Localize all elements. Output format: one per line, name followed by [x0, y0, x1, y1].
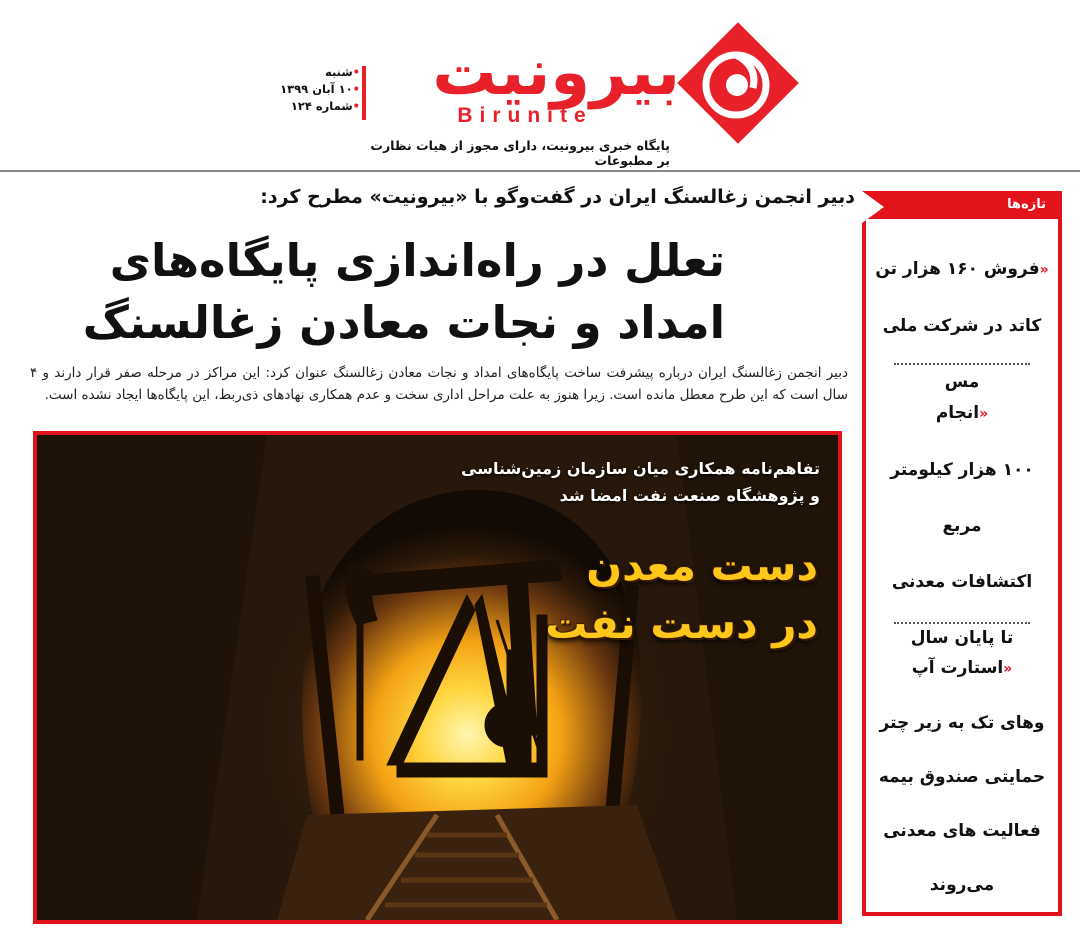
masthead-tagline: پایگاه خبری بیرونیت، دارای مجوز از هیات نظارت بر مطبوعات: [370, 138, 670, 168]
article-headline[interactable]: [60, 230, 725, 354]
article-lead: دبیر انجمن زغالسنگ ایران درباره پیشرفت ساخت پایگاه‌های امداد و نجات معادن زغالسنگ عنوان کرد: این مراکز در مرحله صفر قرار دارند و ۴ سال است که این طرح معطل مانده است. زیرا هنوز به علت مراحل اداری سخت و عدم همکاری نهادهای ذی‌ربط، این پایگاه‌ها ایجاد نشده است.: [30, 365, 848, 403]
headline-line-2: امداد و نجات معادن زغالسنگ: [82, 296, 725, 349]
logo-wordmark: بیرونیت: [432, 36, 680, 110]
logo-latin-wordmark: Birunite: [457, 104, 593, 127]
news-item-line: فروش ۱۶۰ هزار تن: [875, 259, 1040, 279]
chevron-left-icon: «: [1039, 262, 1049, 278]
article-kicker: دبیر انجمن زغالسنگ ایران در گفت‌وگو با «بیرونیت» مطرح کرد:: [260, 186, 855, 208]
photo-title-line-1: دست معدن: [586, 541, 818, 590]
news-item-line: استارت آپ: [911, 658, 1004, 678]
sidebar-header-label: تازه‌ها: [1007, 197, 1046, 212]
header-arrow-icon: [862, 191, 884, 223]
news-item-line: کاتد در شرکت ملی مس: [882, 316, 1042, 392]
masthead-divider: [0, 170, 1080, 172]
photo-caption-line-1: تفاهم‌نامه همکاری میان سازمان زمین‌شناسی: [461, 459, 820, 478]
photo-caption: [440, 455, 820, 509]
feature-photo[interactable]: [33, 431, 842, 924]
sidebar-header: [866, 195, 1058, 219]
news-item-line: ۱۰۰ هزار کیلومتر مربع: [890, 460, 1034, 536]
issue-info: •شنبه •۱۰ آبان ۱۳۹۹ •شماره ۱۲۴: [280, 65, 360, 113]
news-sidebar: [862, 191, 1062, 916]
news-item-line: حمایتی صندوق بیمه: [878, 767, 1046, 787]
news-item-line: تا پایان سال: [910, 628, 1014, 648]
news-item-line: می‌روند: [929, 875, 995, 895]
news-item[interactable]: [870, 641, 1054, 912]
sidebar-divider: [894, 363, 1030, 365]
photo-title: [518, 537, 818, 653]
news-item-line: وهای تک به زیر چتر: [879, 713, 1045, 733]
masthead: [0, 0, 1080, 172]
chevron-left-icon: «: [1003, 661, 1013, 677]
chevron-left-icon: «: [979, 406, 989, 422]
news-item-line: فعالیت های معدنی: [883, 821, 1041, 841]
news-item-line: انجام: [935, 403, 980, 423]
logo-emblem-icon: [673, 18, 803, 148]
photo-caption-line-2: و پژوهشگاه صنعت نفت امضا شد: [559, 486, 820, 505]
photo-title-line-2: در دست نفت: [545, 599, 818, 648]
issue-number: شماره ۱۲۴: [290, 99, 353, 113]
issue-date: ۱۰ آبان ۱۳۹۹: [280, 82, 353, 96]
sidebar-divider: [894, 622, 1030, 624]
headline-line-1: تعلل در راه‌اندازی پایگاه‌های: [109, 234, 725, 287]
issue-info-bar: [362, 66, 366, 120]
news-item-line: اکتشافات معدنی: [891, 572, 1033, 592]
issue-day: شنبه: [324, 65, 353, 79]
